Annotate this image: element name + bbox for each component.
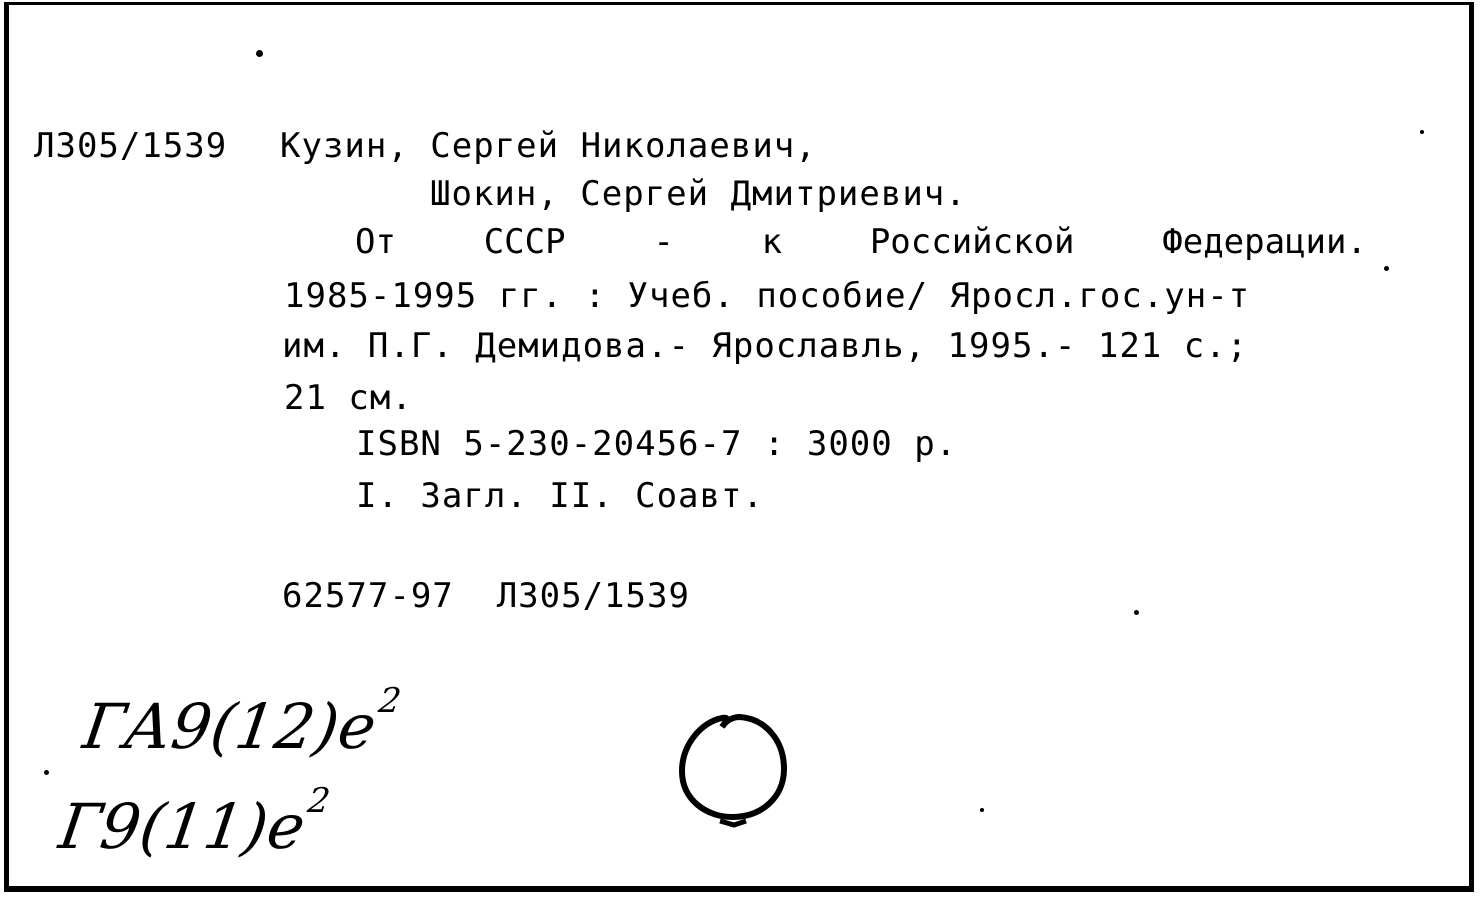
tracings-line: I. Загл. II. Соавт. xyxy=(356,476,764,516)
accession-line: 62577-97 Л305/1539 xyxy=(282,576,690,616)
title-line xyxy=(355,222,1367,262)
dust-speck xyxy=(1134,610,1139,615)
dust-speck xyxy=(980,808,984,812)
dust-speck xyxy=(44,770,49,775)
classification-1-sup: 2 xyxy=(376,681,404,722)
classification-1-text: ГА9(12)е xyxy=(78,690,381,763)
collation-line: 21 см. xyxy=(284,378,413,418)
title-word: к xyxy=(761,222,783,262)
dust-speck xyxy=(1420,130,1424,134)
title-word: Российской xyxy=(869,222,1075,262)
imprint-line-1: 1985-1995 гг. : Учеб. пособие/ Яросл.гос.ун-т xyxy=(284,276,1251,316)
title-word: - xyxy=(653,222,674,262)
handwritten-classification-1 xyxy=(78,681,404,763)
shelfmark-top: Л305/1539 xyxy=(34,126,228,166)
title-word: Федерации. xyxy=(1162,222,1367,262)
isbn-line: ISBN 5-230-20456-7 : 3000 р. xyxy=(356,424,958,464)
library-stamp-circle xyxy=(670,705,800,835)
handwritten-classification-2 xyxy=(54,781,333,863)
title-word: СССР xyxy=(483,222,566,262)
classification-2-text: Г9(11)е xyxy=(54,790,310,863)
dust-speck xyxy=(256,50,263,57)
dust-speck xyxy=(1384,266,1389,271)
author-line: Кузин, Сергей Николаевич, xyxy=(280,126,817,166)
title-word: От xyxy=(355,222,396,262)
imprint-line-2: им. П.Г. Демидова.- Ярославль, 1995.- 121 с.; xyxy=(282,326,1249,366)
coauthor-line: Шокин, Сергей Дмитриевич. xyxy=(430,174,967,214)
stamp-tail xyxy=(720,821,746,825)
stamp-ring xyxy=(682,717,784,817)
classification-2-sup: 2 xyxy=(305,781,333,822)
